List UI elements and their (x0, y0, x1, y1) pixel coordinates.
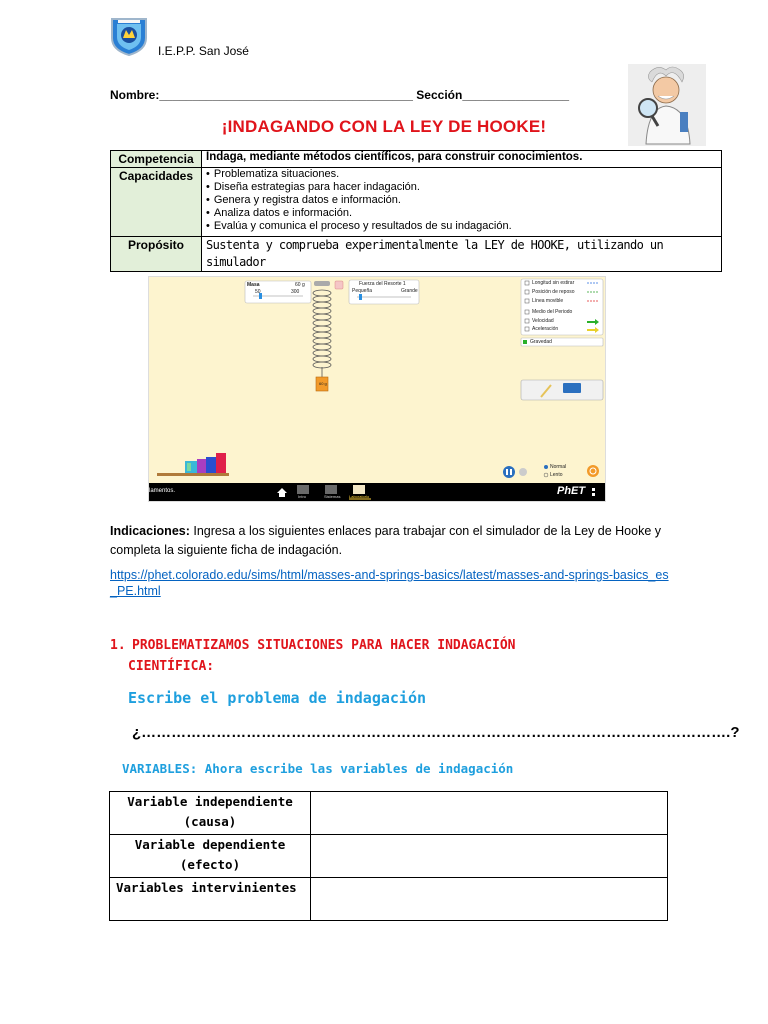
phet-logo: PhET (557, 485, 586, 497)
section-number: 1. (110, 638, 126, 653)
section-title-line2: CIENTÍFICA: (128, 659, 215, 674)
sim-checkbox-label: Posición de reposo (532, 289, 575, 295)
simulator-link[interactable]: https://phet.colorado.edu/sims/html/masses-and-springs-basics/latest/masses-and-springs-basics_es_PE.html (110, 568, 669, 598)
simulator-screenshot (148, 276, 606, 502)
sim-mass-max: 300 (291, 289, 300, 295)
table-row (110, 878, 668, 921)
page-title: ¡INDAGANDO CON LA LEY DE HOOKE! (221, 117, 547, 136)
capacidad-item: • Problematiza situaciones. (206, 168, 717, 181)
sim-tab-systems: Sistemas (324, 494, 341, 499)
section-blank: ________________ (462, 88, 570, 102)
variable-answer-cell[interactable] (311, 792, 668, 835)
school-crest (110, 16, 148, 56)
sim-mass-tag: 60 g (319, 381, 327, 386)
section-label: Sección (416, 88, 463, 102)
name-label: Nombre: (110, 88, 160, 102)
sim-speed-slow: Lento (550, 472, 563, 478)
capacidades-label: Capacidades (111, 168, 202, 237)
sim-checkbox-label: Velocidad (532, 318, 554, 324)
section-title-line1: PROBLEMATIZAMOS SITUACIONES PARA HACER INDAGACIÓN (132, 638, 516, 653)
variable-answer-cell[interactable] (311, 878, 668, 921)
sim-checkbox-label: Longitud sin estirar (532, 280, 575, 286)
sim-checkbox-label: Aceleración (532, 326, 559, 332)
sim-mass-label: Masa (247, 282, 260, 288)
variable-label-line1: Variable independiente (127, 794, 293, 809)
sim-bar-text: lamentos. (149, 488, 176, 494)
competencia-label: Competencia (111, 151, 202, 168)
instructions (110, 522, 700, 560)
sim-spring-small: Pequeña (352, 288, 373, 294)
table-row (110, 835, 668, 878)
variables-table (109, 791, 668, 921)
sim-mass-value: 60 g (295, 282, 305, 288)
variable-label-line2: (efecto) (179, 857, 241, 872)
variables-heading: VARIABLES: Ahora escribe las variables de indagación (122, 761, 514, 776)
sim-speed-normal: Normal (550, 464, 567, 470)
variable-answer-cell[interactable] (311, 835, 668, 878)
competency-table (110, 150, 722, 272)
capacidad-item: • Evalúa y comunica el proceso y resultados de su indagación. (206, 220, 717, 233)
capacidad-item: • Genera y registra datos e información. (206, 194, 717, 207)
variable-label-line2: (causa) (183, 814, 237, 829)
proposito-value: Sustenta y comprueba experimentalmente la LEY de HOOKE, utilizando un simulador (202, 237, 722, 272)
name-section-line (110, 88, 569, 102)
variable-label (110, 792, 311, 835)
name-blank: ______________________________________ (159, 88, 413, 102)
variable-label-line1: Variables intervinientes (116, 880, 297, 895)
table-row (110, 792, 668, 835)
instructions-text: Ingresa a los siguientes enlaces para trabajar con el simulador de la Ley de Hooke y completa la siguiente ficha de indagación. (110, 524, 662, 557)
competencia-value: Indaga, mediante métodos científicos, para construir conocimientos. (202, 151, 722, 168)
capacidades-cell (202, 168, 722, 237)
capacidades-list (206, 168, 717, 233)
capacidad-item: • Diseña estrategias para hacer indagación. (206, 181, 717, 194)
sim-gravity-label: Gravedad (530, 339, 552, 345)
sim-tab-intro: Intro (298, 494, 307, 499)
sim-tab-lab: Laboratorio (349, 494, 370, 499)
instructions-label: Indicaciones: (110, 524, 190, 538)
variable-label (110, 835, 311, 878)
sim-checkbox-label: Medio del Periodo (532, 309, 573, 315)
problem-question-line[interactable]: ¿……………………………………………………………………………………………………….? (132, 724, 740, 741)
section-1-heading (110, 635, 670, 677)
proposito-label: Propósito (111, 237, 202, 272)
sim-mass-min: 50 (255, 289, 261, 295)
variable-label (110, 878, 311, 921)
sim-spring-large: Grande (401, 288, 418, 294)
variable-label-line1: Variable dependiente (134, 837, 286, 852)
school-name: I.E.P.P. San José (158, 44, 249, 58)
capacidad-item: • Analiza datos e información. (206, 207, 717, 220)
sim-checkbox-label: Línea movible (532, 298, 564, 304)
problem-subheading: Escribe el problema de indagación (128, 689, 427, 707)
sim-spring-force-label: Fuerza del Resorte 1 (359, 281, 406, 287)
